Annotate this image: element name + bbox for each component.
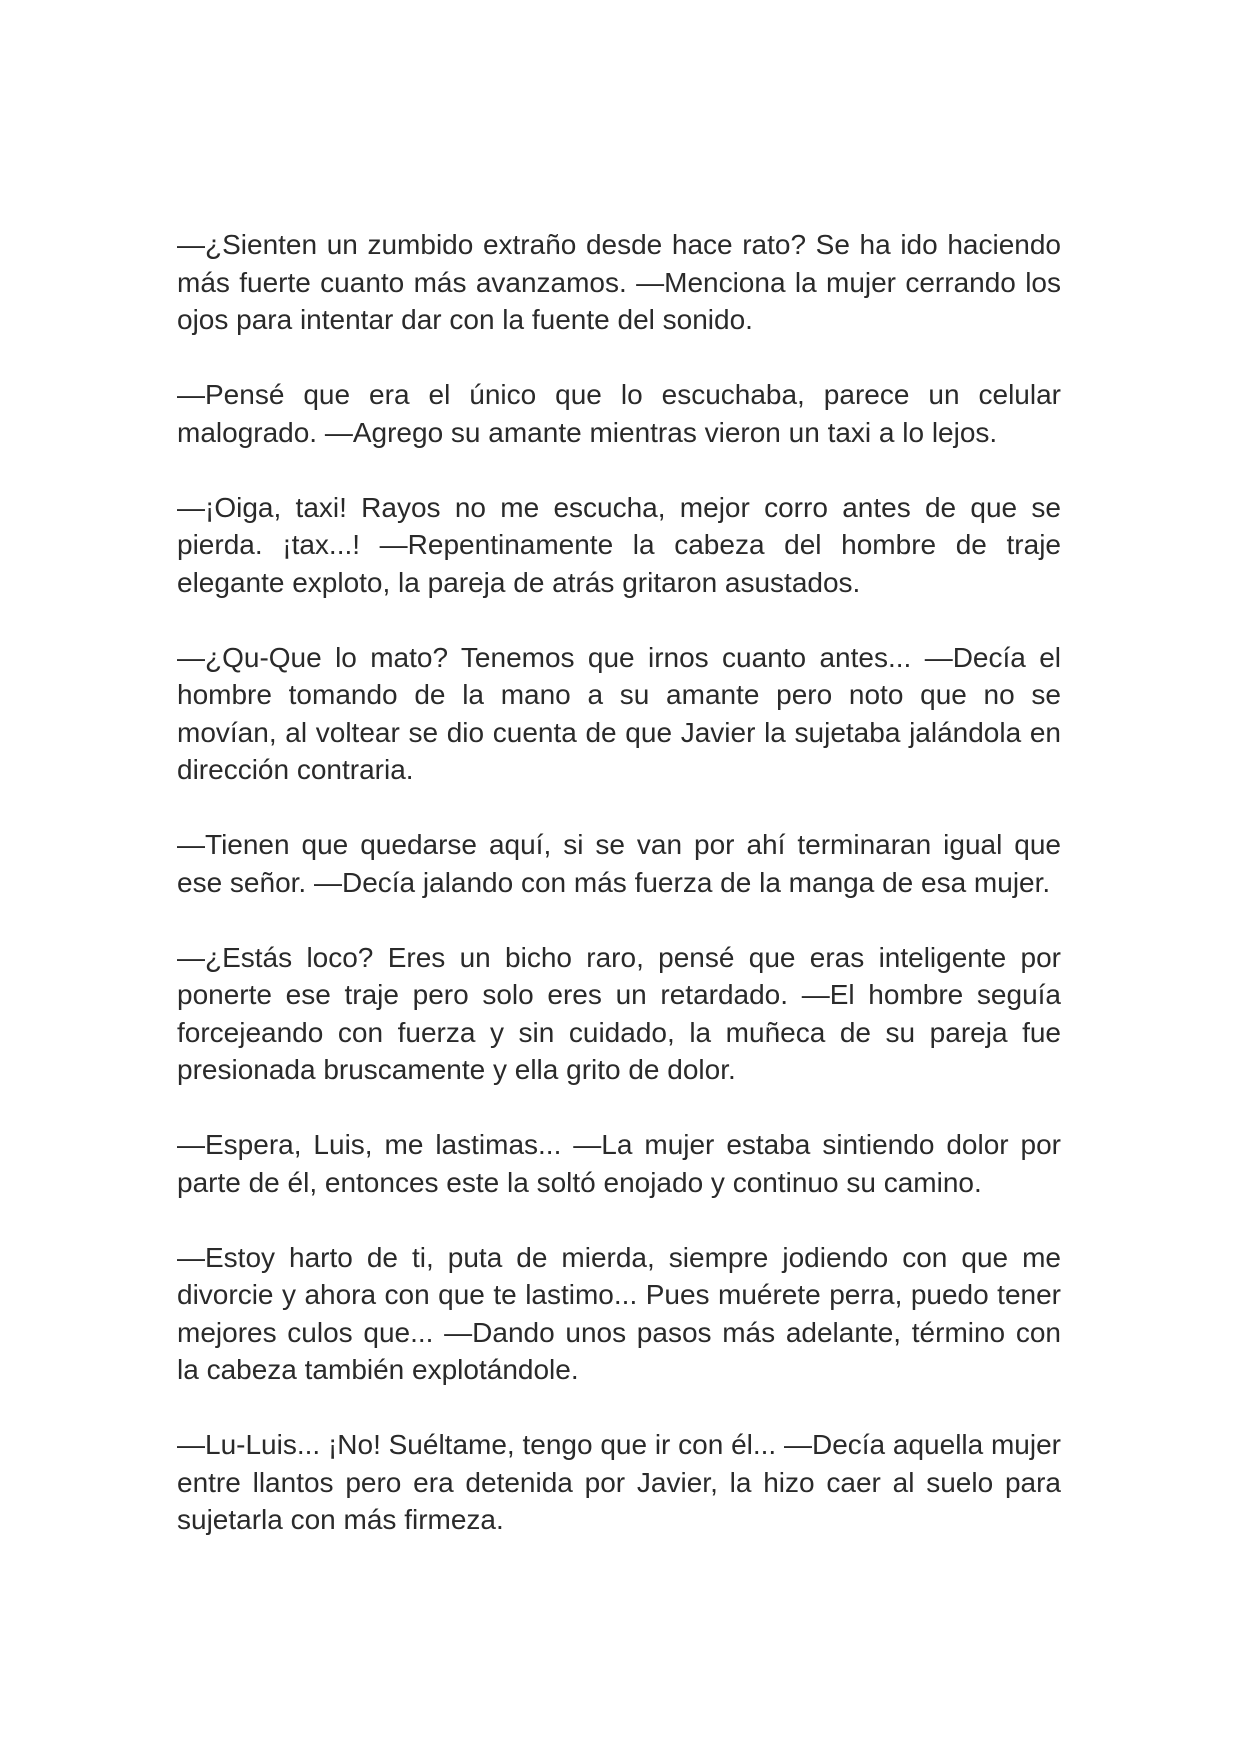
paragraph-8: —Estoy harto de ti, puta de mierda, siempre jodiendo con que me divorcie y ahora con que te lastimo... Pues muérete perra, puedo tener mejores culos que... —Dando unos pasos más adelante, término con la cabeza también explotándole. [177, 1241, 1061, 1385]
paragraph-3: —¡Oiga, taxi! Rayos no me escucha, mejor corro antes de que se pierda. ¡tax...! —Repentinamente la cabeza del hombre de traje elegante exploto, la pareja de atrás gritaron asustados. [177, 491, 1061, 598]
story-text [177, 226, 1061, 1539]
paragraph-6: —¿Estás loco? Eres un bicho raro, pensé que eras inteligente por ponerte ese traje pero solo eres un retardado. —El hombre seguía forcejeando con fuerza y sin cuidado, la muñeca de su pareja fue presionada bruscamente y ella grito de dolor. [177, 941, 1061, 1085]
paragraph-4: —¿Qu-Que lo mato? Tenemos que irnos cuanto antes... —Decía el hombre tomando de la mano a su amante pero noto que no se movían, al voltear se dio cuenta de que Javier la sujetaba jalándola en dirección contraria. [177, 641, 1061, 785]
paragraph-7: —Espera, Luis, me lastimas... —La mujer estaba sintiendo dolor por parte de él, entonces este la soltó enojado y continuo su camino. [177, 1129, 1061, 1198]
paragraph-2: —Pensé que era el único que lo escuchaba, parece un celular malogrado. —Agrego su amante mientras vieron un taxi a lo lejos. [177, 379, 1061, 448]
paragraph-9: —Lu-Luis... ¡No! Suéltame, tengo que ir con él... —Decía aquella mujer entre llantos pero era detenida por Javier, la hizo caer al suelo para sujetarla con más firmeza. [177, 1429, 1061, 1535]
paragraph-5: —Tienen que quedarse aquí, si se van por ahí terminaran igual que ese señor. —Decía jalando con más fuerza de la manga de esa mujer. [177, 829, 1061, 898]
paragraph-1: —¿Sienten un zumbido extraño desde hace rato? Se ha ido haciendo más fuerte cuanto más avanzamos. —Menciona la mujer cerrando los ojos para intentar dar con la fuente del sonido. [177, 229, 1061, 335]
